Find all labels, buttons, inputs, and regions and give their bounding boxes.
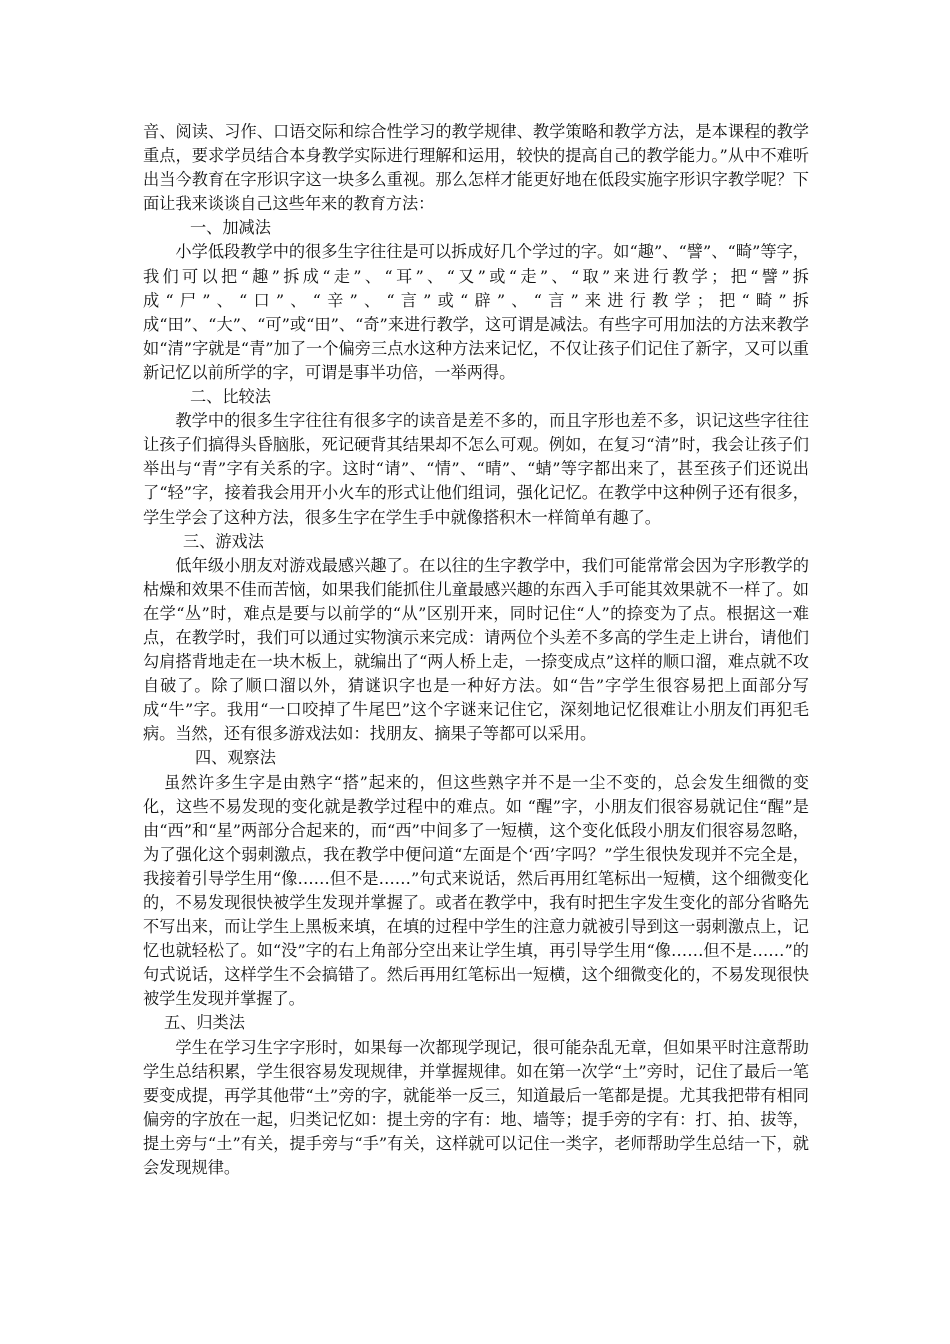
section-body-game: 低年级小朋友对游戏最感兴趣了。在以往的生字教学中，我们可能常常会因为字形教学的枯燥和效果不佳而苦恼，如果我们能抓住儿童最感兴趣的东西入手可能其效果就不一样了。如在学“丛”时，难点是要与以前学的“从”区别开来，同时记住“人”的捺变为了点。根据这一难点，在教学时，我们可以通过实物演示来完成：请两位个头差不多高的学生走上讲台，请他们勾肩搭背地走在一块木板上，就编出了“两人桥上走，一捺变成点”这样的顺口溜，难点就不攻自破了。除了顺口溜以外，猜谜识字也是一种好方法。如“告”字学生很容易把上面部分写成“牛”字。我用“一口咬掉了牛尾巴”这个字谜来记住它，深刻地记忆很难让小朋友们再犯毛病。当然，还有很多游戏法如：找朋友、摘果子等都可以采用。: [143, 555, 809, 744]
section-heading-addition-subtraction: 一、加减法: [190, 218, 271, 238]
section-body-observation: 虽然许多生字是由熟字“搭”起来的，但这些熟字并不是一尘不变的，总会发生细微的变化，这些不易发现的变化就是教学过程中的难点。如 “醒”字，小朋友们很容易就记住“醒”是由“西”和“星”两部分合起来的，而“西”中间多了一短横，这个变化低段小朋友们很容易忽略，为了强化这个弱刺激点，我在教学中便问道“左面是个‘西’字吗？”学生很快发现并不完全是，我接着引导学生用“像……但不是……”句式来说话，然后再用红笔标出一短横，这个细微变化的，不易发现很快被学生发现并掌握了。或者在教学中，我有时把生字发生变化的部分省略先不写出来，而让学生上黑板来填，在填的过程中学生的注意力就被引导到这一弱刺激点上，记忆也就轻松了。如“没”字的右上角部分空出来让学生填，再引导学生用“像……但不是……”的句式说话，这样学生不会搞错了。然后再用红笔标出一短横，这个细微变化的，不易发现很快被学生发现并掌握了。: [143, 772, 809, 1009]
section-heading-comparison: 二、比较法: [190, 387, 271, 407]
section-heading-classification: 五、归类法: [164, 1013, 245, 1033]
intro-paragraph: 音、阅读、习作、口语交际和综合性学习的教学规律、教学策略和教学方法，是本课程的教学重点，要求学员结合本身教学实际进行理解和运用，较快的提高自己的教学能力。”从中不难听出当今教育在字形识字这一块多么重视。那么怎样才能更好地在低段实施字形识字教学呢？下面让我来谈谈自己这些年来的教育方法：: [143, 122, 809, 214]
section-body-addition-subtraction: 小学低段教学中的很多生字往往是可以拆成好几个学过的字。如“趣”、“譬”、“畸”等字，我们可以把“趣”拆成“走”、“耳”、“又”或“走”、“取”来进行教学；把“譬”拆成“尸”、“口”、“辛”、“言”或“辟”、“言”来进行教学；把“畸”拆成“田”、“大”、“可”或“田”、“奇”来进行教学，这可谓是减法。有些字可用加法的方法来教学如“清”字就是“青”加了一个偏旁三点水这种方法来记忆，不仅让孩子们记住了新字，又可以重新记忆以前所学的字，可谓是事半功倍，一举两得。: [143, 242, 809, 382]
section-heading-observation: 四、观察法: [195, 748, 276, 768]
section-heading-game: 三、游戏法: [183, 531, 264, 551]
document-page: [143, 120, 809, 1180]
section-body-comparison: 教学中的很多生字往往有很多字的读音是差不多的，而且字形也差不多，识记这些字往往让孩子们搞得头昏脑胀，死记硬背其结果却不怎么可观。例如，在复习“清”时，我会让孩子们举出与“青”字有关系的字。这时“请”、“情”、“晴”、“蜻”等字都出来了，甚至孩子们还说出了“轻”字，接着我会用开小火车的形式让他们组词，强化记忆。在教学中这种例子还有很多，学生学会了这种方法，很多生字在学生手中就像搭积木一样简单有趣了。: [143, 411, 809, 527]
section-body-classification: 学生在学习生字字形时，如果每一次都现学现记，很可能杂乱无章，但如果平时注意帮助学生总结积累，学生很容易发现规律，并掌握规律。如在第一次学“土”旁时，记住了最后一笔要变成提，再学其他带“土”旁的字，就能举一反三，知道最后一笔都是提。尤其我把带有相同偏旁的字放在一起，归类记忆如：提土旁的字有：地、墙等；提手旁的字有：打、拍、拔等，提土旁与“土”有关，提手旁与“手”有关，这样就可以记住一类字，老师帮助学生总结一下，就会发现规律。: [143, 1037, 809, 1178]
